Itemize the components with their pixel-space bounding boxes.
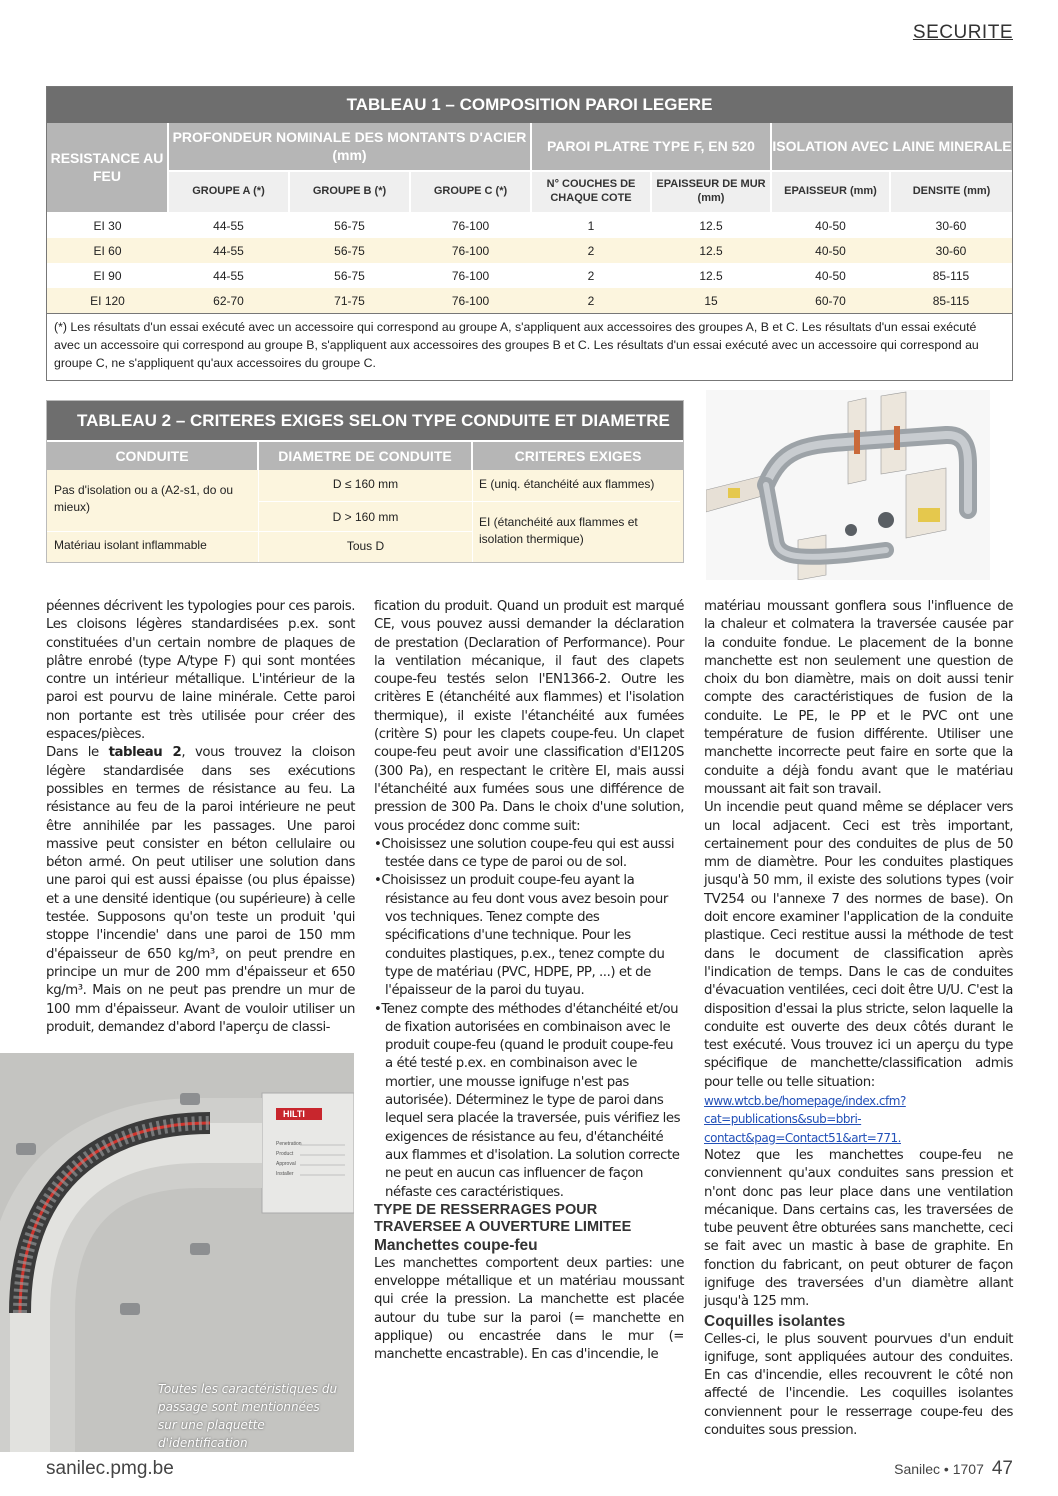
bullet-item: •Choisissez une solution coupe-feu qui est aussi testée dans ce type de paroi ou de sol. [374,836,675,871]
conduite-pas-isolation: Pas d'isolation ou a (A2-s1, do ou mieux) [54,483,234,514]
magazine-issue: Sanilec • 1707 [894,1461,984,1477]
diametre-large: D > 160 mm [332,510,399,524]
cell: 44-55 [213,219,244,233]
cell: 76-100 [451,219,490,233]
paragraph: fication du produit. Quand un produit est marqué CE, vous pouvez aussi demander la déclaration de prestation (Declaration of Performance). Pour la ventilation mécanique, il faut des clapets coupe-feu testés selon l'EN1366-2. Outre les critères E (étanchéité aux flammes) et l'isolation thermique), il existe l'étanchéité aux fumées (critère S) pour les clapets coupe-feu. Un clapet coupe-feu peut avoir une classification d'EI120S (300 Pa), en respectant le critère EI, mais aussi l'étanchéité aux fumées sous une différence de pression de 300 Pa. Dans le choix d'une solution, vous procédez donc comme suit: [374,599,684,834]
cell: 12.5 [651,238,771,263]
text-column-2 [374,598,684,1365]
footer-magazine [894,1458,1013,1480]
cell: 2 [531,288,651,313]
header-criteres: CRITERES EXIGES [473,442,683,470]
plate-label: Penetration [276,1141,302,1147]
table-1-title: TABLEAU 1 – COMPOSITION PAROI LEGERE [47,87,1012,123]
critere-e: E (uniq. étanchéité aux flammes) [479,477,655,491]
pipe-illustration [706,390,990,580]
header-conduite: CONDUITE [47,442,257,470]
cell: EI 90 [93,268,122,283]
cell: 30-60 [935,219,967,233]
table-row [47,263,1012,288]
cell: 40-50 [771,238,890,263]
text-span: Dans le [46,745,109,761]
plate-label: Product [276,1151,294,1157]
table-2-title: TABLEAU 2 – CRITERES EXIGES SELON TYPE CONDUITE ET DIAMETRE [47,401,683,440]
table-reference: tableau 2 [108,745,182,761]
wtcb-link[interactable]: www.wtcb.be/homepage/index.cfm?cat=publications&sub=bbri-contact&pag=Contact51&art=771. [704,1094,906,1145]
diametre-small: D ≤ 160 mm [332,477,399,491]
header-diametre: DIAMETRE DE CONDUITE [259,442,471,470]
table-row [47,238,1012,263]
subheader-epaisseur: EPAISSEUR (mm) [771,171,890,213]
table-1 [46,86,1013,381]
header-paroi: PAROI PLATRE TYPE F, EN 520 [531,123,771,171]
critere-ei: EI (étanchéité aux flammes et isolation thermique) [479,515,638,546]
cell: 56-75 [289,238,410,263]
fire-collar-photo [0,1053,354,1452]
header-resistance: RESISTANCE AU FEU [47,123,168,213]
table-2 [46,400,684,563]
conduite-materiau-inflammable: Matériau isolant inflammable [54,538,207,552]
subheader-densite: DENSITE (mm) [890,171,1012,213]
cell: 30-60 [890,238,1012,263]
paragraph: matériau moussant gonflera sous l'influence de la chaleur et colmatera la traversée causée par la conduite fondue. Le placement de la bonne manchette est non seulement une question de choix du bon diamètre, mais on doit aussi tenir compte des caractéristiques de fusion de la conduite. Le PE, le PP et le PVC ont une température de fusion différente. Utiliser une manchette incorrecte peut faire en sorte que la conduite a déjà fondu avant que le matériau moussant ait fait son travail. [704,599,1013,797]
subheader-groupe-a: GROUPE A (*) [168,171,289,213]
cell: 76-100 [410,288,531,313]
photo-caption: Toutes les caractéristiques du passage sont mentionnées sur une plaquette d'identification [158,1382,338,1450]
cell: 44-55 [213,268,244,283]
diametre-tous: Tous D [346,539,385,553]
cell: 62-70 [168,288,289,313]
paragraph [46,744,355,1037]
subsection-heading: Coquilles isolantes [704,1312,846,1330]
table-row [47,288,1012,313]
table-2-body [47,470,683,562]
text-column-1 [46,598,355,1037]
cell: 2 [587,268,595,283]
cell: 15 [651,288,771,313]
subheader-groupe-c: GROUPE C (*) [410,171,531,213]
text-column-3 [704,598,1013,1440]
paragraph: Les manchettes comportent deux parties: une enveloppe métallique et un matériau moussant qui crée la pression. La manchette est placée autour du tube sur la paroi (= manchette en applique) ou encastrée dans le mur (= manchette encastrable). En cas d'incendie, le [374,1255,684,1363]
section-heading: TYPE DE RESSERRAGES POUR TRAVERSEE A OUVERTURE LIMITEE [374,1201,632,1235]
table-row [47,213,1012,238]
cell: 76-100 [451,268,490,283]
subheader-couches: N° COUCHES DE CHAQUE COTE [531,171,651,213]
table-1-grid [47,123,1012,313]
cell: 56-75 [334,219,365,233]
subsection-heading: Manchettes coupe-feu [374,1236,538,1254]
cell: 2 [531,238,651,263]
header-profondeur: PROFONDEUR NOMINALE DES MONTANTS D'ACIER (mm) [168,123,531,171]
text-span: , vous trouvez la cloison légère standardisée dans ses exécutions possibles en termes de résistance au feu. La résistance au feu de la paroi intérieure ne peut être annihilée par les passages. Une paroi massive peut consister en béton cellulaire ou béton armé. On peut utiliser une solution dans une paroi qui est aussi épaisse (ou plus épaisse) et a une densité identique (ou supérieure) à celle testée. Supposons qu'on teste un produit 'qui stoppe l'incendie' dans une paroi de 150 mm d'épaisseur de 650 kg/m³, on peut prendre en principe un mur de 200 mm d'épaisseur et 650 kg/m³. Mais on ne peut pas prendre un mur de 100 mm d'épaisseur. Avant de vouloir utiliser un produit, demandez d'abord l'aperçu de classi- [46,745,355,1035]
plate-label: Installer [276,1171,294,1177]
cell: 12.5 [699,219,723,233]
cell: 56-75 [334,268,365,283]
cell: EI 60 [47,238,168,263]
subheader-groupe-b: GROUPE B (*) [289,171,410,213]
cell: 60-70 [771,288,890,313]
header-isolation: ISOLATION AVEC LAINE MINERALE [771,123,1012,171]
cell: 40-50 [815,268,846,283]
paragraph: Notez que les manchettes coupe-feu ne conviennent qu'aux conduites sans pression et n'ont donc pas leur place dans une ventilation mécanique. Dans certains cas, les traversées de tube peuvent être obturées sans manchette, ceci se fait avec un mastic à base de graphite. En fonction du fabricant, on peut obturer de façon ignifuge des traversées d'un diamètre allant jusqu'à 125 mm. [704,1147,1013,1310]
subheader-epaisseur-mur: EPAISSEUR DE MUR (mm) [651,171,771,213]
section-title: SECURITE [912,22,1013,43]
page-number: 47 [991,1458,1013,1479]
cell: 85-115 [890,288,1012,313]
table-1-note: (*) Les résultats d'un essai exécuté avec un accessoire qui correspond au groupe A, s'appliquent aux accessoires des groupes A, B et C. Les résultats d'un essai exécuté avec un accessoire qui correspond au groupe B, s'appliquent aux accessoires des groupes B et C. Les résultats d'un essai exécuté avec un accessoire qui correspond au groupe C, ne s'appliquent qu'aux accessoires du groupe C. [47,313,1012,380]
footer-url[interactable]: sanilec.pmg.be [46,1458,174,1479]
bullet-item: •Choisissez un produit coupe-feu ayant la résistance au feu dont vous avez besoin pour vos techniques. Tenez compte des spécifications d'une technique. Pour les conduites plastiques, p.ex., tenez compte du type de matériau (PVC, HDPE, PP, ...) et de l'épaisseur de la paroi du tuyau. [374,873,668,999]
paragraph: péennes décrivent les typologies pour ces parois. Les cloisons légères standardisées p.ex. sont constituées d'un certain nombre de plaques de plâtre enrobé (type A/type F) qui sont montées contre un intérieur métallique. L'intérieur de la paroi est pourvu de laine minérale. Cette paroi non portante est très utilisée pour créer des espaces/pièces. [46,599,355,743]
brand-label: HILTI [283,1109,305,1119]
cell: 71-75 [289,288,410,313]
cell: 44-55 [168,238,289,263]
cell: 76-100 [410,238,531,263]
bullet-item: •Tenez compte des méthodes d'étanchéité et/ou de fixation autorisées en combinaison avec le produit coupe-feu (quand le produit coupe-feu a été testé p.ex. en combinaison avec le mortier, une mousse ignifuge n'est pas autorisée). Déterminez le type de paroi dans lequel sera placée la traversée, puis vérifiez les exigences de résistance au feu, d'étanchéité aux flammes et d'isolation. La solution correcte ne peut en aucun cas influencer de façon néfaste ces caractéristiques. [374,1001,681,1200]
cell: EI 120 [47,288,168,313]
cell: EI 30 [93,219,122,233]
paragraph: Celles-ci, le plus souvent pourvues d'un enduit ignifuge, sont appliquées autour des conduites. En cas d'incendie, elles recouvrent le côté non affecté de l'incendie. Les coquilles isolantes conviennent pour le resserrage coupe-feu des conduites sous pression. [704,1331,1013,1439]
plate-label: Approval [276,1161,296,1167]
cell: 1 [587,219,595,233]
cell: 40-50 [815,219,846,233]
cell: 12.5 [699,268,723,283]
paragraph: Un incendie peut quand même se déplacer vers un local adjacent. Ceci est très important, certainement pour des conduites de plus de 50 mm de diamètre. Pour les conduites plastiques jusqu'à 50 mm, il existe des solutions types (voir TV254 ou l'annexe 7 des normes de base). On doit encore examiner l'application de la conduite plastique. Ceci restitue aussi la méthode de test dans le document de classification après l'indication de temps. Dans le cas de conduites d'évacuation ventilées, ceci doit être U/U. C'est la disposition d'essai la plus stricte, selon laquelle la conduite est ouverte des deux côtés durant le test exécuté. Vous trouvez ici un aperçu du type spécifique de manchette/classification admis pour telle ou telle situation: [704,800,1013,1090]
cell: 85-115 [932,268,970,283]
